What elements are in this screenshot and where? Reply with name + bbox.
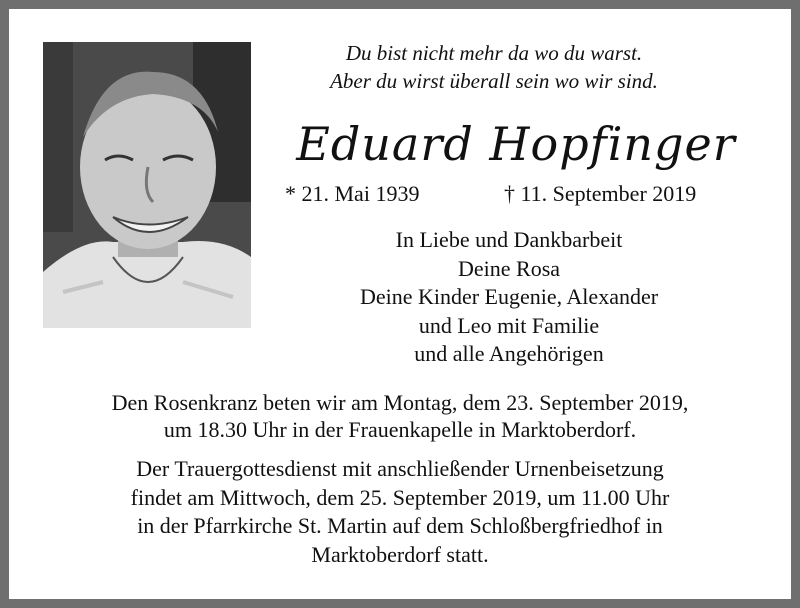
- service-line: Marktoberdorf statt.: [311, 541, 489, 567]
- rosary-line: Den Rosenkranz beten wir am Montag, dem 23. September 2019,: [111, 390, 689, 415]
- quote-line-1: Du bist nicht mehr da wo du warst.: [345, 41, 643, 65]
- rosary-notice: [29, 389, 771, 443]
- mourners-list: [279, 226, 739, 369]
- mourners-line: und Leo mit Familie: [418, 312, 600, 338]
- memorial-quote: [269, 39, 719, 95]
- portrait-photo: [43, 42, 251, 328]
- obituary-card: [9, 9, 791, 599]
- service-line: Der Trauergottesdienst mit anschließender Urnenbeisetzung: [136, 456, 664, 481]
- service-line: in der Pfarrkirche St. Martin auf dem Schloßbergfriedhof in: [137, 513, 663, 538]
- service-line: findet am Mittwoch, dem 25. September 2019, um 11.00 Uhr: [130, 484, 670, 510]
- mourners-line: und alle Angehörigen: [414, 341, 604, 366]
- mourners-line: Deine Kinder Eugenie, Alexander: [359, 284, 659, 309]
- birth-date: * 21. Mai 1939: [285, 181, 420, 206]
- deceased-name: Eduard Hopfinger: [296, 117, 736, 171]
- death-date: † 11. September 2019: [504, 181, 697, 206]
- quote-line-2: Aber du wirst überall sein wo wir sind.: [330, 69, 658, 93]
- mourners-line: In Liebe und Dankbarbeit: [395, 227, 623, 252]
- rosary-line: um 18.30 Uhr in der Frauenkapelle in Marktoberdorf.: [163, 417, 637, 442]
- funeral-service-notice: [29, 455, 771, 569]
- mourners-line: Deine Rosa: [457, 255, 561, 281]
